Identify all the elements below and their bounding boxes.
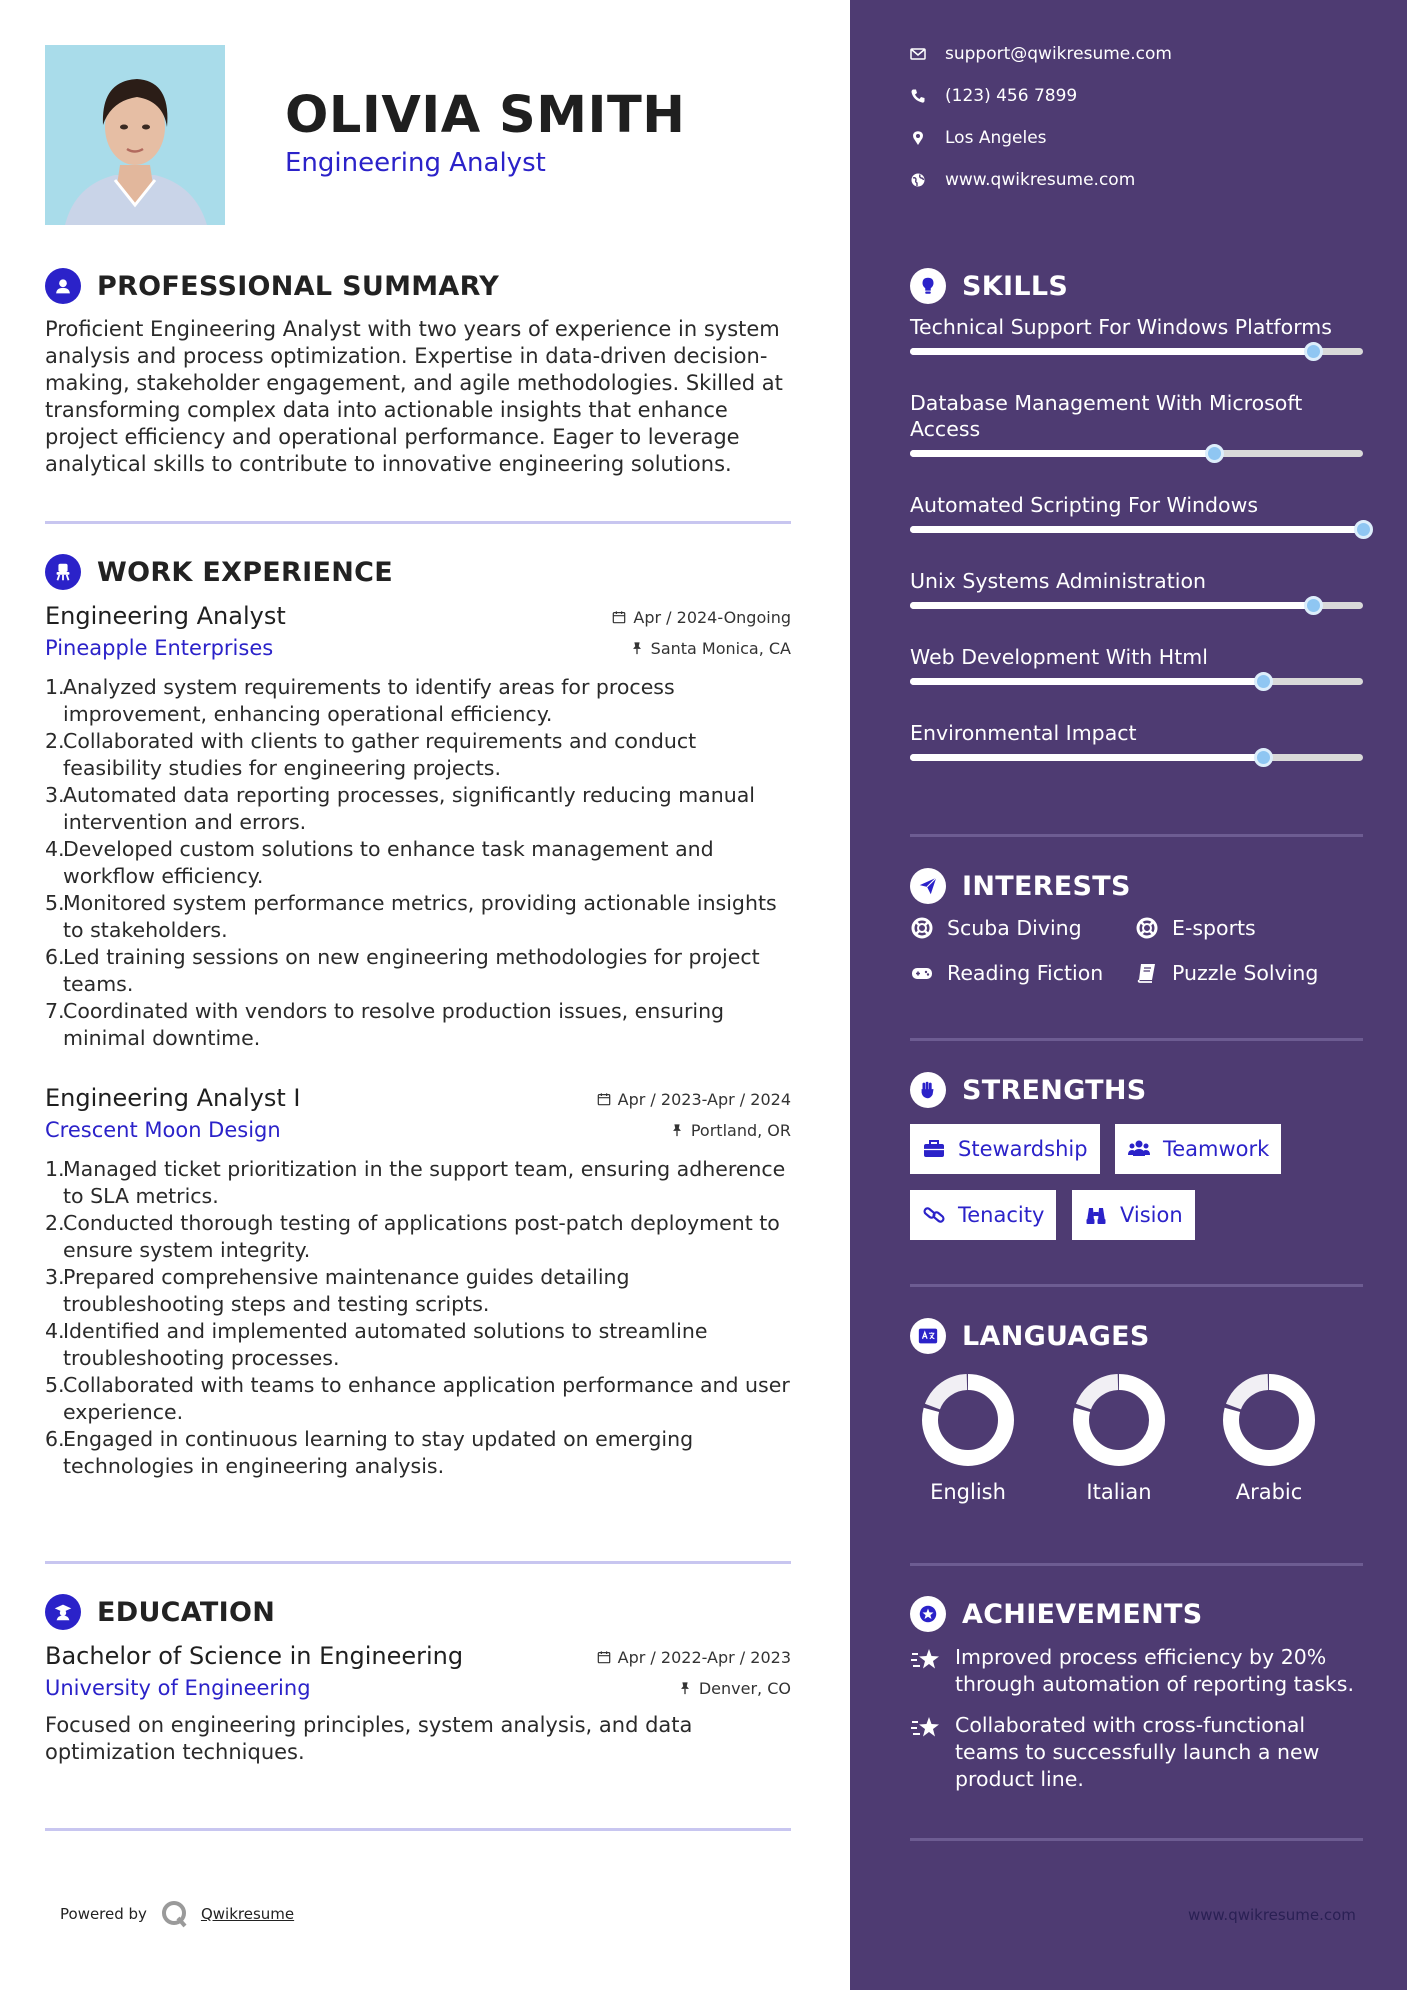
graduate-icon (45, 1594, 81, 1630)
skill-bar-fill (910, 754, 1263, 761)
pin-icon (678, 1681, 692, 1695)
briefcase-icon (922, 1137, 946, 1161)
list-item: 2. Conducted thorough testing of applications post-patch deployment to ensure system integrity. (45, 1211, 780, 1262)
skill-bar (910, 754, 1363, 761)
list-item: 3. Prepared comprehensive maintenance guides detailing troubleshooting steps and testing scripts. (45, 1265, 630, 1316)
interest-item: E-sports (1135, 916, 1256, 940)
job-dates: Apr / 2024-Ongoing (633, 607, 791, 627)
skill-name: Database Management With Microsoft Access (910, 391, 1303, 441)
chair-icon (45, 554, 81, 590)
languages-heading: LANGUAGES (962, 1320, 1150, 1352)
language-donut (1219, 1370, 1319, 1470)
divider (910, 1284, 1363, 1287)
lifebuoy-icon (1135, 916, 1159, 940)
skill-name: Unix Systems Administration (910, 569, 1206, 593)
link-icon (922, 1203, 946, 1227)
achievements-heading: ACHIEVEMENTS (962, 1598, 1203, 1630)
qwikresume-logo-icon (161, 1900, 189, 1928)
powered-by-label: Powered by (60, 1905, 147, 1923)
footer-url[interactable]: www.qwikresume.com (1188, 1906, 1356, 1924)
strength-badge: Stewardship (910, 1124, 1100, 1174)
education-entry (45, 1642, 791, 1766)
calendar-icon (597, 1650, 611, 1664)
lightbulb-icon (910, 268, 946, 304)
skill-item (910, 568, 1363, 594)
lifebuoy-icon (910, 916, 934, 940)
envelope-icon (910, 46, 926, 62)
skill-item (910, 314, 1363, 340)
interest-item: Reading Fiction (910, 961, 1103, 985)
job-company: Pineapple Enterprises (45, 636, 274, 660)
job-location: Santa Monica, CA (650, 638, 791, 658)
skill-name: Automated Scripting For Windows (910, 493, 1259, 517)
divider (45, 1561, 791, 1564)
skill-bar (910, 526, 1363, 533)
calendar-icon (612, 610, 626, 624)
list-item: 6. Engaged in continuous learning to stay updated on emerging technologies in engineering analysis. (45, 1427, 694, 1478)
divider (45, 521, 791, 524)
job-role: Engineering Analyst I (45, 1084, 301, 1112)
list-item: 4. Identified and implemented automated solutions to streamline troubleshooting processes. (45, 1319, 708, 1370)
list-item: 2. Collaborated with clients to gather requirements and conduct feasibility studies for engineering projects. (45, 729, 697, 780)
job-location: Portland, OR (690, 1120, 791, 1140)
users-icon (1127, 1137, 1151, 1161)
interest-item: Puzzle Solving (1135, 961, 1318, 985)
skill-level-knob (1205, 444, 1224, 463)
shooting-star-icon (910, 1714, 942, 1742)
gamepad-icon (910, 961, 934, 985)
job-bullets (45, 1156, 791, 1480)
skill-bar (910, 678, 1363, 685)
degree: Bachelor of Science in Engineering (45, 1642, 464, 1670)
pin-icon (670, 1123, 684, 1137)
list-item: 5. Monitored system performance metrics, providing actionable insights to stakeholders. (45, 891, 777, 942)
strength-badge: Vision (1072, 1190, 1195, 1240)
divider (910, 1563, 1363, 1566)
user-icon (45, 268, 81, 304)
skill-item (910, 644, 1363, 670)
skill-bar-fill (910, 678, 1263, 685)
interests-heading: INTERESTS (962, 870, 1131, 902)
brand-link[interactable]: Qwikresume (200, 1905, 295, 1923)
experience-heading: WORK EXPERIENCE (97, 556, 393, 588)
map-marker-icon (910, 130, 926, 146)
divider (910, 834, 1363, 837)
skill-bar-fill (910, 526, 1363, 533)
interests-section (910, 866, 1363, 1006)
powered-by (60, 1900, 294, 1928)
education-description: Focused on engineering principles, system analysis, and data optimization techniques. (45, 1713, 693, 1764)
strength-badge: Teamwork (1115, 1124, 1281, 1174)
strength-badge: Tenacity (910, 1190, 1056, 1240)
list-item: 3. Automated data reporting processes, significantly reducing manual intervention and errors. (45, 783, 755, 834)
divider (910, 1838, 1363, 1841)
achievement-item: Collaborated with cross-functional teams to successfully launch a new product line. (910, 1712, 1363, 1793)
skill-bar (910, 348, 1363, 355)
globe-icon (910, 172, 926, 188)
contact-email[interactable]: support@qwikresume.com (910, 44, 1172, 64)
interest-item: Scuba Diving (910, 916, 1082, 940)
list-item: 1. Analyzed system requirements to identify areas for process improvement, enhancing operational efficiency. (45, 675, 675, 726)
star-badge-icon (910, 1596, 946, 1632)
sidebar (850, 0, 1407, 1990)
list-item: 7. Coordinated with vendors to resolve production issues, ensuring minimal downtime. (45, 999, 725, 1050)
job-company: Crescent Moon Design (45, 1118, 281, 1142)
list-item: 6. Led training sessions on new engineering methodologies for project teams. (45, 945, 760, 996)
education-section (45, 1592, 791, 1766)
achievements-section (910, 1594, 1363, 1814)
skills-section (910, 266, 1363, 796)
divider (45, 1828, 791, 1831)
summary-heading: PROFESSIONAL SUMMARY (97, 270, 500, 302)
skill-bar (910, 450, 1363, 457)
skill-item (910, 492, 1363, 518)
skill-level-knob (1304, 596, 1323, 615)
shooting-star-icon (910, 1646, 942, 1674)
language-item (1204, 1370, 1334, 1504)
languages-section (910, 1316, 1363, 1516)
skill-item (910, 720, 1363, 746)
job-role: Engineering Analyst (45, 602, 286, 630)
language-name: Arabic (1235, 1480, 1303, 1504)
summary-section (45, 266, 791, 478)
candidate-title: Engineering Analyst (285, 148, 546, 178)
contact-location: Los Angeles (910, 128, 1047, 148)
fist-icon (910, 1072, 946, 1108)
binoculars-icon (1084, 1203, 1108, 1227)
language-item (903, 1370, 1033, 1504)
job-entry (45, 1084, 791, 1480)
strengths-heading: STRENGTHS (962, 1074, 1147, 1106)
paper-plane-icon (910, 868, 946, 904)
contact-phone[interactable]: (123) 456 7899 (910, 86, 1077, 106)
skill-level-knob (1254, 672, 1273, 691)
calendar-icon (597, 1092, 611, 1106)
education-dates: Apr / 2022-Apr / 2023 (617, 1647, 791, 1667)
school: University of Engineering (45, 1676, 311, 1700)
job-dates: Apr / 2023-Apr / 2024 (617, 1089, 791, 1109)
job-bullets (45, 674, 791, 1052)
skill-bar-fill (910, 602, 1313, 609)
strengths-section (910, 1070, 1363, 1250)
skill-name: Technical Support For Windows Platforms (910, 315, 1332, 339)
skills-heading: SKILLS (962, 270, 1069, 302)
list-item: 5. Collaborated with teams to enhance application performance and user experience. (45, 1373, 790, 1424)
skill-item (910, 390, 1363, 442)
education-heading: EDUCATION (97, 1596, 276, 1628)
language-name: English (930, 1480, 1006, 1504)
skill-name: Web Development With Html (910, 645, 1208, 669)
skill-name: Environmental Impact (910, 721, 1137, 745)
phone-icon (910, 88, 926, 104)
contact-website[interactable]: www.qwikresume.com (910, 170, 1135, 190)
candidate-name: OLIVIA SMITH (285, 86, 686, 145)
book-icon (1135, 961, 1159, 985)
language-donut (918, 1370, 1018, 1470)
skill-level-knob (1354, 520, 1373, 539)
skill-bar-fill (910, 450, 1214, 457)
achievement-item: Improved process efficiency by 20% through automation of reporting tasks. (910, 1644, 1363, 1698)
skill-level-knob (1254, 748, 1273, 767)
skill-bar (910, 602, 1363, 609)
language-donut (1069, 1370, 1169, 1470)
skill-bar-fill (910, 348, 1313, 355)
profile-photo (45, 45, 225, 225)
education-location: Denver, CO (698, 1678, 791, 1698)
list-item: 1. Managed ticket prioritization in the support team, ensuring adherence to SLA metrics. (45, 1157, 786, 1208)
skill-level-knob (1304, 342, 1323, 361)
language-name: Italian (1086, 1480, 1152, 1504)
job-entry (45, 602, 791, 1052)
translate-icon (910, 1318, 946, 1354)
language-item (1054, 1370, 1184, 1504)
divider (910, 1038, 1363, 1041)
list-item: 4. Developed custom solutions to enhance task management and workflow efficiency. (45, 837, 714, 888)
pin-icon (630, 641, 644, 655)
experience-section (45, 552, 791, 1480)
summary-text: Proficient Engineering Analyst with two years of experience in system analysis and process optimization. Expertise in data-driven decision-making, stakeholder engagement, and agile methodologies. Skilled at transforming complex data into actionable insights that enhance project efficiency and operational performance. Eager to leverage analytical skills to contribute to innovative engineering solutions. (45, 317, 783, 476)
